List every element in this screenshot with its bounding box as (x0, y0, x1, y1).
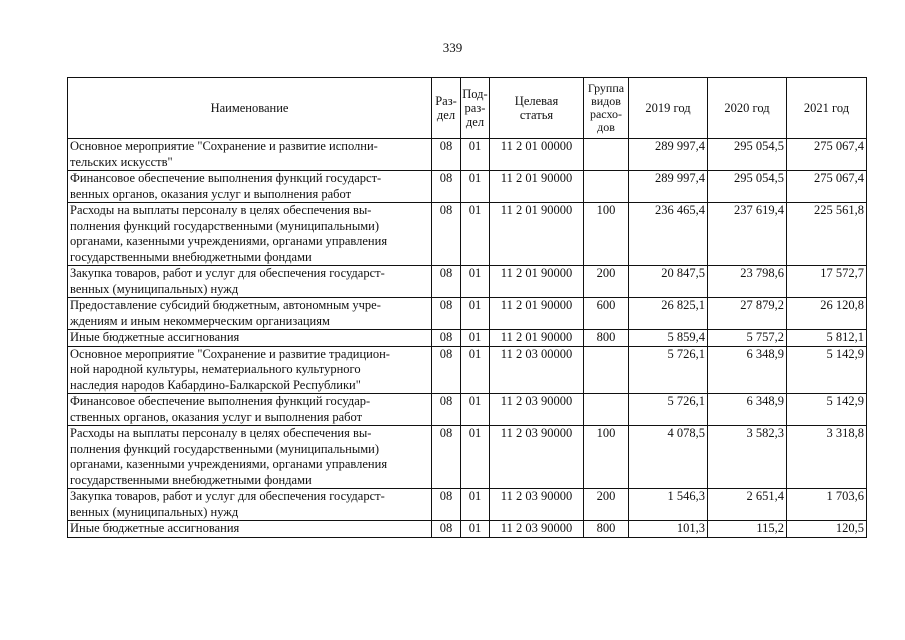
header-2020: 2020 год (708, 78, 787, 139)
cell-tselevaya-statya: 11 2 01 90000 (490, 298, 584, 330)
cell-gruppa: 200 (584, 489, 629, 521)
cell-podrazdel: 01 (461, 330, 490, 347)
cell-name: Иные бюджетные ассигнования (68, 330, 432, 347)
cell-name: Финансовое обеспечение выполнения функций государ- ственных органов, оказания услуг и выполнения работ (68, 394, 432, 426)
cell-2021: 120,5 (787, 521, 867, 538)
cell-tselevaya-statya: 11 2 01 00000 (490, 139, 584, 171)
header-podrazdel: Под- раз- дел (461, 78, 490, 139)
cell-2021: 26 120,8 (787, 298, 867, 330)
cell-razdel: 08 (432, 171, 461, 203)
cell-tselevaya-statya: 11 2 03 00000 (490, 346, 584, 394)
table-row (68, 330, 867, 347)
header-name: Наименование (68, 78, 432, 139)
cell-2020: 237 619,4 (708, 203, 787, 266)
cell-razdel: 08 (432, 426, 461, 489)
cell-gruppa: 100 (584, 203, 629, 266)
cell-gruppa (584, 346, 629, 394)
cell-tselevaya-statya: 11 2 03 90000 (490, 521, 584, 538)
cell-podrazdel: 01 (461, 171, 490, 203)
cell-2019: 5 726,1 (629, 394, 708, 426)
cell-2019: 289 997,4 (629, 171, 708, 203)
cell-podrazdel: 01 (461, 139, 490, 171)
cell-name: Закупка товаров, работ и услуг для обеспечения государст- венных (муниципальных) нужд (68, 266, 432, 298)
cell-2020: 115,2 (708, 521, 787, 538)
header-2019: 2019 год (629, 78, 708, 139)
cell-podrazdel: 01 (461, 489, 490, 521)
cell-gruppa (584, 171, 629, 203)
cell-razdel: 08 (432, 330, 461, 347)
cell-2021: 5 812,1 (787, 330, 867, 347)
table-row (68, 139, 867, 171)
cell-gruppa (584, 394, 629, 426)
cell-name: Предоставление субсидий бюджетным, автономным учре- ждениям и иным некоммерческим организациям (68, 298, 432, 330)
cell-tselevaya-statya: 11 2 01 90000 (490, 203, 584, 266)
header-gruppa-vidov-rashodov: Группа видов расхо- дов (584, 78, 629, 139)
cell-2021: 5 142,9 (787, 346, 867, 394)
cell-gruppa (584, 139, 629, 171)
cell-razdel: 08 (432, 298, 461, 330)
cell-name: Финансовое обеспечение выполнения функций государст- венных органов, оказания услуг и выполнения работ (68, 171, 432, 203)
cell-2020: 295 054,5 (708, 171, 787, 203)
table-row (68, 426, 867, 489)
cell-2020: 6 348,9 (708, 394, 787, 426)
cell-gruppa: 200 (584, 266, 629, 298)
cell-podrazdel: 01 (461, 203, 490, 266)
budget-table (67, 77, 867, 538)
header-tselevaya-statya: Целевая статья (490, 78, 584, 139)
cell-name: Основное мероприятие "Сохранение и развитие традицион- ной народной культуры, нематериального культурного наследия народов Кабардино-Балкарской Республики" (68, 346, 432, 394)
cell-name: Иные бюджетные ассигнования (68, 521, 432, 538)
cell-razdel: 08 (432, 203, 461, 266)
cell-podrazdel: 01 (461, 266, 490, 298)
cell-2019: 5 859,4 (629, 330, 708, 347)
cell-2020: 6 348,9 (708, 346, 787, 394)
cell-podrazdel: 01 (461, 521, 490, 538)
cell-tselevaya-statya: 11 2 01 90000 (490, 171, 584, 203)
cell-razdel: 08 (432, 521, 461, 538)
cell-2020: 23 798,6 (708, 266, 787, 298)
cell-podrazdel: 01 (461, 426, 490, 489)
cell-2019: 26 825,1 (629, 298, 708, 330)
cell-name: Основное мероприятие "Сохранение и развитие исполни- тельских искусств" (68, 139, 432, 171)
table-row (68, 394, 867, 426)
table-row (68, 203, 867, 266)
cell-2021: 5 142,9 (787, 394, 867, 426)
cell-tselevaya-statya: 11 2 01 90000 (490, 330, 584, 347)
cell-razdel: 08 (432, 489, 461, 521)
cell-name: Расходы на выплаты персоналу в целях обеспечения вы- полнения функций государственными (муниципальными) органами, казенными учреждениями, органами управления государственными внебюджетными фондами (68, 203, 432, 266)
table-row (68, 266, 867, 298)
cell-2020: 27 879,2 (708, 298, 787, 330)
table-body (68, 139, 867, 538)
cell-tselevaya-statya: 11 2 03 90000 (490, 394, 584, 426)
cell-2019: 236 465,4 (629, 203, 708, 266)
table-row (68, 298, 867, 330)
cell-podrazdel: 01 (461, 394, 490, 426)
cell-2019: 289 997,4 (629, 139, 708, 171)
cell-2019: 1 546,3 (629, 489, 708, 521)
header-row (68, 78, 867, 139)
cell-2019: 5 726,1 (629, 346, 708, 394)
cell-2019: 20 847,5 (629, 266, 708, 298)
cell-podrazdel: 01 (461, 298, 490, 330)
cell-gruppa: 800 (584, 330, 629, 347)
cell-2021: 275 067,4 (787, 171, 867, 203)
cell-2021: 225 561,8 (787, 203, 867, 266)
cell-podrazdel: 01 (461, 346, 490, 394)
cell-gruppa: 800 (584, 521, 629, 538)
cell-2019: 101,3 (629, 521, 708, 538)
cell-razdel: 08 (432, 394, 461, 426)
page-number: 339 (442, 40, 463, 55)
cell-gruppa: 100 (584, 426, 629, 489)
cell-name: Расходы на выплаты персоналу в целях обеспечения вы- полнения функций государственными (муниципальными) органами, казенными учреждениями, органами управления государственными внебюджетными фондами (68, 426, 432, 489)
table-row (68, 489, 867, 521)
cell-razdel: 08 (432, 266, 461, 298)
table-row (68, 521, 867, 538)
cell-2021: 275 067,4 (787, 139, 867, 171)
cell-2020: 2 651,4 (708, 489, 787, 521)
cell-tselevaya-statya: 11 2 01 90000 (490, 266, 584, 298)
cell-2021: 3 318,8 (787, 426, 867, 489)
header-2021: 2021 год (787, 78, 867, 139)
cell-tselevaya-statya: 11 2 03 90000 (490, 489, 584, 521)
cell-2021: 1 703,6 (787, 489, 867, 521)
cell-tselevaya-statya: 11 2 03 90000 (490, 426, 584, 489)
header-razdel: Раз- дел (432, 78, 461, 139)
cell-razdel: 08 (432, 139, 461, 171)
cell-gruppa: 600 (584, 298, 629, 330)
cell-2019: 4 078,5 (629, 426, 708, 489)
cell-2021: 17 572,7 (787, 266, 867, 298)
cell-2020: 295 054,5 (708, 139, 787, 171)
cell-name: Закупка товаров, работ и услуг для обеспечения государст- венных (муниципальных) нужд (68, 489, 432, 521)
cell-2020: 5 757,2 (708, 330, 787, 347)
cell-razdel: 08 (432, 346, 461, 394)
table-row (68, 171, 867, 203)
cell-2020: 3 582,3 (708, 426, 787, 489)
table-header (68, 78, 867, 139)
table-row (68, 346, 867, 394)
